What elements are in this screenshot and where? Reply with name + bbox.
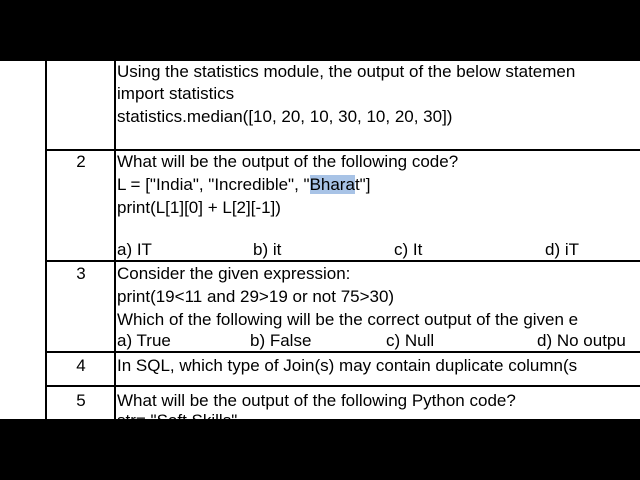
option-d: d) iT [545, 240, 579, 259]
question-text: Using the statistics module, the output of the below statemen [117, 62, 576, 81]
question-number: 2 [76, 152, 86, 171]
question-text: What will be the output of the following code? [117, 152, 459, 171]
code-line: print(19<11 and 29>19 or not 75>30) [117, 287, 395, 306]
option-a: a) True [117, 331, 171, 350]
option-d: d) No outpu [537, 331, 626, 350]
question-text: What will be the output of the following Python code? [117, 391, 516, 410]
question-text: In SQL, which type of Join(s) may contain duplicate column(s [117, 356, 578, 375]
question-number: 4 [76, 356, 86, 375]
question-number: 5 [76, 391, 86, 410]
code-line: statistics.median([10, 20, 10, 30, 10, 20, 30]) [117, 107, 453, 126]
code-line: str= "Soft Skills" [117, 411, 238, 430]
row-divider-2 [45, 260, 640, 262]
code-line: print(L[1][0] + L[2][-1]) [117, 198, 281, 217]
row-divider-3 [45, 351, 640, 353]
option-b: b) False [250, 331, 312, 350]
option-a: a) IT [117, 240, 152, 259]
question-number: 3 [76, 264, 86, 283]
question-paper-page [0, 61, 640, 430]
option-c: c) It [394, 240, 423, 259]
code-suffix: t"] [354, 175, 371, 194]
row-divider-4 [45, 385, 640, 387]
code-prefix: L = ["India", "Incredible", " [117, 175, 310, 194]
question-text: Which of the following will be the correct output of the given e [117, 310, 579, 329]
text-selection-highlight[interactable]: Bhara [309, 175, 355, 194]
code-line [117, 175, 370, 195]
question-text: import statistics [117, 84, 235, 103]
row-divider-1 [45, 149, 640, 151]
option-b: b) it [253, 240, 282, 259]
option-c: c) Null [386, 331, 435, 350]
question-text: Consider the given expression: [117, 264, 351, 283]
